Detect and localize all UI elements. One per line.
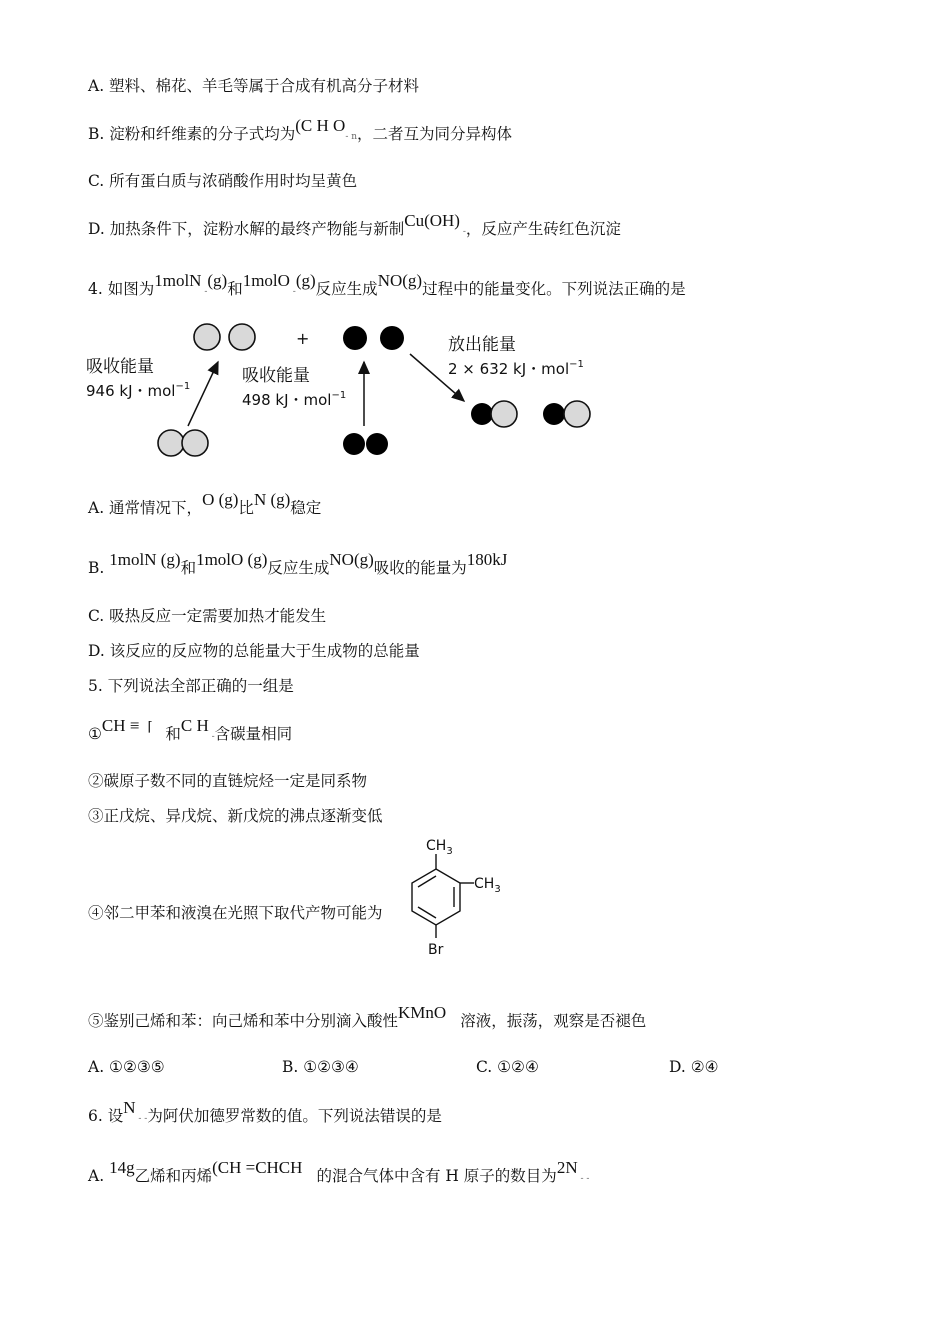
- benzene-structure: [398, 834, 518, 962]
- release-label: 放出能量: [448, 335, 516, 355]
- o-atom: [491, 401, 517, 427]
- q5-statement-3: ③正戊烷、异戊烷、新戊烷的沸点逐渐变低: [88, 807, 383, 825]
- q3-option-d-formula: Cu(OH): [404, 211, 460, 230]
- q3-option-d-text-end: ，反应产生砖红色沉淀: [465, 220, 621, 238]
- n-atom: [366, 433, 388, 455]
- q5-option-a: A. ①②③⑤: [88, 1058, 165, 1076]
- absorb-label-n2: 吸收能量: [86, 357, 154, 377]
- q5-option-c: C. ①②④: [476, 1058, 539, 1076]
- q3-option-b: B. 淀粉和纤维素的分子式均为(C H O- n，二者互为同分异构体: [88, 116, 513, 143]
- q5-option-b: B. ①②③④: [282, 1058, 359, 1076]
- q5-statement-4: ④邻二甲苯和液溴在光照下取代产物可能为: [88, 904, 383, 922]
- br-label: Br: [428, 942, 444, 958]
- plus-sign: +: [296, 329, 310, 348]
- q5-statement-5: ⑤鉴别己烯和苯：向己烯和苯中分别滴入酸性KMnO 溶液，振荡，观察是否褪色: [88, 1003, 647, 1030]
- q4-n2-formula: 1molN: [154, 271, 202, 290]
- o-atom: [564, 401, 590, 427]
- energy-diagram: [80, 318, 620, 468]
- q4-stem: 4. 如图为1molN -(g)和1molO -(g)反应生成NO(g)过程中的能量变化。下列说法正确的是: [88, 271, 686, 298]
- q3-option-b-formula: (C H O: [295, 116, 346, 135]
- n-atom: [343, 433, 365, 455]
- o-atom: [158, 430, 184, 456]
- q5-statement-2: ②碳原子数不同的直链烷烃一定是同系物: [88, 772, 368, 790]
- q3-option-d: D. 加热条件下，淀粉水解的最终产物能与新制Cu(OH) -，反应产生砖红色沉淀: [88, 211, 621, 238]
- ch3-right: $CH_3$: [474, 876, 501, 895]
- n2-energy: 946 kJ・mol$^{-1}$: [86, 381, 191, 400]
- release-energy: 2 × 632 kJ・mol$^{-1}$: [448, 359, 584, 378]
- q5-stem: 5. 下列说法全部正确的一组是: [88, 677, 294, 695]
- n-atom: [380, 326, 404, 350]
- n-atom: [471, 403, 493, 425]
- o-atom: [229, 324, 255, 350]
- q4-no-formula: NO(g): [377, 271, 423, 290]
- q5-statement-1: ①CH ≡ ⌈ 和C H -含碳量相同: [88, 716, 293, 743]
- q3-option-c: C. 所有蛋白质与浓硝酸作用时均呈黄色: [88, 172, 358, 190]
- n-atom: [543, 403, 565, 425]
- q3-option-a: A. 塑料、棉花、羊毛等属于合成有机高分子材料: [88, 77, 420, 95]
- o2-energy: 498 kJ・mol$^{-1}$: [242, 390, 347, 409]
- q6-option-a: A. 14g乙烯和丙烯(CH =CHCH 的混合气体中含有 H 原子的数目为2N - -: [88, 1158, 590, 1185]
- q3-option-d-text: D. 加热条件下，淀粉水解的最终产物能与新制: [88, 220, 405, 238]
- o-atom: [194, 324, 220, 350]
- q6-stem: 6. 设N - -为阿伏加德罗常数的值。下列说法错误的是: [88, 1098, 442, 1125]
- q4-o2-formula: 1molO: [242, 271, 290, 290]
- ch3-top: $CH_3$: [426, 838, 453, 857]
- q4-option-d: D. 该反应的反应物的总能量大于生成物的总能量: [88, 642, 420, 660]
- q3-option-b-text: B. 淀粉和纤维素的分子式均为: [88, 125, 296, 143]
- q5-option-d: D. ②④: [669, 1058, 719, 1076]
- q4-option-c: C. 吸热反应一定需要加热才能发生: [88, 607, 327, 625]
- q4-option-b: B. 1molN (g)和1molO (g)反应生成NO(g)吸收的能量为180kJ: [88, 550, 508, 577]
- n-atom: [343, 326, 367, 350]
- q4-option-a: A. 通常情况下，O (g)比N (g)稳定: [88, 490, 322, 517]
- absorb-label-o2: 吸收能量: [242, 366, 310, 386]
- q3-option-b-text-end: ，二者互为同分异构体: [357, 125, 513, 143]
- o-atom: [182, 430, 208, 456]
- arrow-up-left: [188, 362, 218, 426]
